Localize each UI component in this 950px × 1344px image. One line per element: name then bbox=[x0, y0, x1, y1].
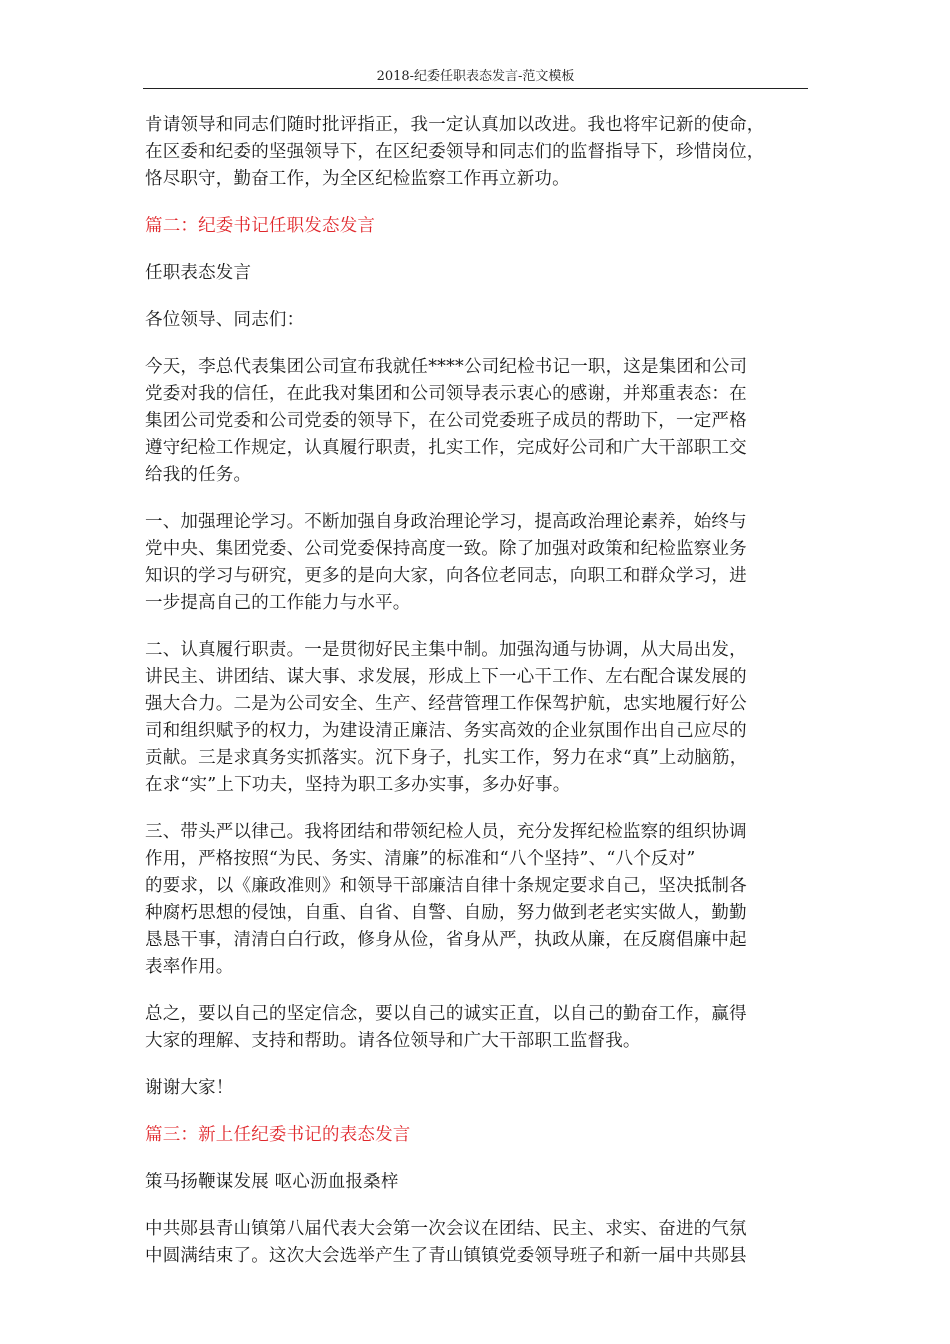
text-line: 一步提高自己的工作能力与水平。 bbox=[145, 593, 411, 613]
text-line: 党委对我的信任，在此我对集团和公司领导表示衷心的感谢，并郑重表态：在 bbox=[145, 384, 747, 404]
text-line: 各位领导、同志们： bbox=[145, 310, 305, 330]
text-line: 种腐朽思想的侵蚀，自重、自省、自警、自励，努力做到老老实实做人，勤勤 bbox=[145, 903, 747, 923]
body-paragraph bbox=[145, 354, 813, 489]
text-line: 知识的学习与研究，更多的是向大家，向各位老同志，向职工和群众学习，进 bbox=[145, 566, 747, 586]
section-heading bbox=[145, 213, 813, 240]
text-line: 给我的任务。 bbox=[145, 465, 252, 485]
text-line: 中圆满结束了。这次大会选举产生了青山镇镇党委领导班子和新一届中共郧县 bbox=[145, 1246, 747, 1266]
text-line: 司和组织赋予的权力，为建设清正廉洁、务实高效的企业氛围作出自己应尽的 bbox=[145, 721, 747, 741]
text-line: 篇二：纪委书记任职发态发言 bbox=[145, 216, 376, 236]
page-header-title: 2018-纪委任职表态发言-范文模板 bbox=[376, 69, 575, 84]
text-line: 贡献。三是求真务实抓落实。沉下身子，扎实工作，努力在求“真”上动脑筋， bbox=[145, 748, 748, 768]
body-paragraph bbox=[145, 1169, 813, 1196]
text-line: 党中央、集团党委、公司党委保持高度一致。除了加强对政策和纪检监察业务 bbox=[145, 539, 747, 559]
text-line: 三、带头严以律己。我将团结和带领纪检人员，充分发挥纪检监察的组织协调 bbox=[145, 822, 747, 842]
text-line: 表率作用。 bbox=[145, 957, 234, 977]
text-line: 遵守纪检工作规定，认真履行职责，扎实工作，完成好公司和广大干部职工交 bbox=[145, 438, 747, 458]
text-line: 总之，要以自己的坚定信念，要以自己的诚实正直，以自己的勤奋工作，赢得 bbox=[145, 1004, 747, 1024]
header-divider bbox=[143, 88, 808, 89]
body-paragraph bbox=[145, 509, 813, 617]
text-line: 的要求，以《廉政准则》和领导干部廉洁自律十条规定要求自己，坚决抵制各 bbox=[145, 876, 747, 896]
text-line: 作用，严格按照“为民、务实、清廉”的标准和“八个坚持”、“八个反对” bbox=[145, 849, 696, 869]
text-line: 篇三：新上任纪委书记的表态发言 bbox=[145, 1125, 411, 1145]
body-paragraph bbox=[145, 260, 813, 287]
text-line: 策马扬鞭谋发展 呕心沥血报桑梓 bbox=[145, 1172, 399, 1192]
body-paragraph bbox=[145, 307, 813, 334]
body-paragraph bbox=[145, 112, 813, 193]
text-line: 讲民主、讲团结、谋大事、求发展，形成上下一心干工作、左右配合谋发展的 bbox=[145, 667, 747, 687]
text-line: 二、认真履行职责。一是贯彻好民主集中制。加强沟通与协调，从大局出发， bbox=[145, 640, 747, 660]
text-line: 一、加强理论学习。不断加强自身政治理论学习，提高政治理论素养，始终与 bbox=[145, 512, 747, 532]
text-line: 大家的理解、支持和帮助。请各位领导和广大干部职工监督我。 bbox=[145, 1031, 641, 1051]
section-heading bbox=[145, 1122, 813, 1149]
text-line: 今天，李总代表集团公司宣布我就任****公司纪检书记一职，这是集团和公司 bbox=[145, 357, 748, 377]
text-line: 谢谢大家！ bbox=[145, 1078, 234, 1098]
text-line: 在区委和纪委的坚强领导下，在区纪委领导和同志们的监督指导下，珍惜岗位， bbox=[145, 142, 765, 162]
document-body bbox=[145, 112, 813, 1290]
body-paragraph bbox=[145, 1075, 813, 1102]
text-line: 集团公司党委和公司党委的领导下，在公司党委班子成员的帮助下，一定严格 bbox=[145, 411, 747, 431]
body-paragraph bbox=[145, 1216, 813, 1270]
text-line: 在求“实”上下功夫，坚持为职工多办实事，多办好事。 bbox=[145, 775, 571, 795]
text-line: 中共郧县青山镇第八届代表大会第一次会议在团结、民主、求实、奋进的气氛 bbox=[145, 1219, 747, 1239]
text-line: 肯请领导和同志们随时批评指正，我一定认真加以改进。我也将牢记新的使命， bbox=[145, 115, 765, 135]
text-line: 恳恳干事，清清白白行政，修身从俭，省身从严，执政从廉，在反腐倡廉中起 bbox=[145, 930, 747, 950]
body-paragraph bbox=[145, 637, 813, 799]
text-line: 任职表态发言 bbox=[145, 263, 252, 283]
body-paragraph bbox=[145, 1001, 813, 1055]
text-line: 恪尽职守，勤奋工作，为全区纪检监察工作再立新功。 bbox=[145, 169, 570, 189]
text-line: 强大合力。二是为公司安全、生产、经营管理工作保驾护航，忠实地履行好公 bbox=[145, 694, 747, 714]
body-paragraph bbox=[145, 819, 813, 981]
